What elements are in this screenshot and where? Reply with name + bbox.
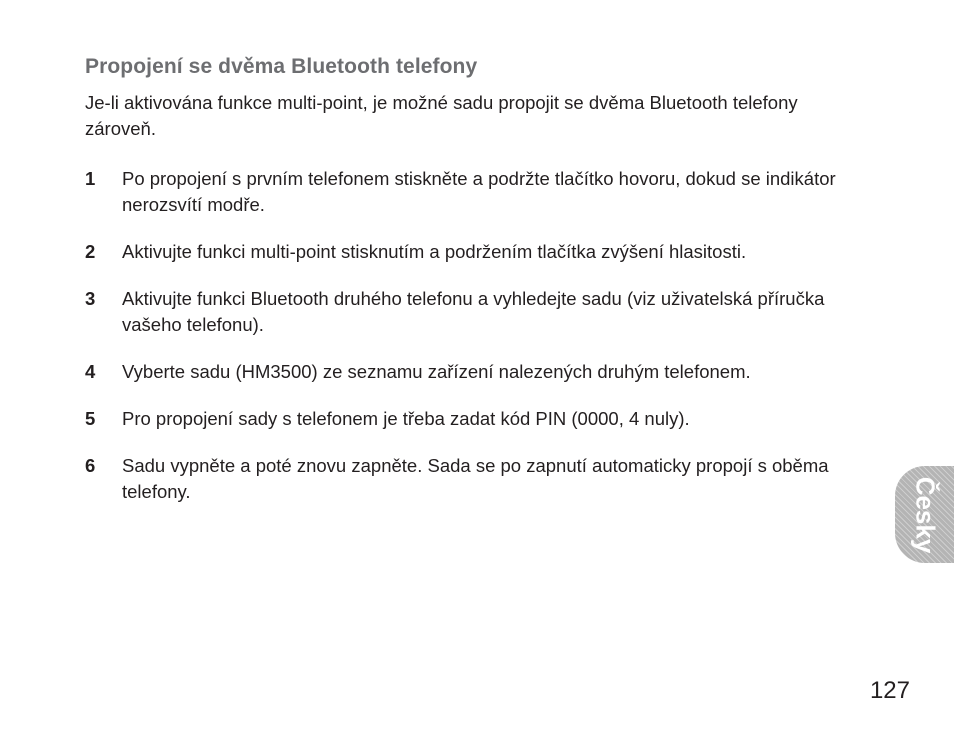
step-item xyxy=(85,453,865,505)
step-number: 2 xyxy=(85,241,96,262)
step-item xyxy=(85,166,865,218)
page-content xyxy=(85,54,865,526)
page-number: 127 xyxy=(869,677,910,704)
intro-paragraph: Je-li aktivována funkce multi-point, je možné sadu propojit se dvěma Bluetooth telefony zároveň. xyxy=(85,92,798,139)
step-text: Pro propojení sady s telefonem je třeba zadat kód PIN (0000, 4 nuly). xyxy=(122,408,690,429)
step-number: 3 xyxy=(85,288,96,309)
language-tab xyxy=(895,466,954,563)
step-number: 4 xyxy=(85,361,96,382)
step-text: Aktivujte funkci multi-point stisknutím a podržením tlačítka zvýšení hlasitosti. xyxy=(122,241,747,262)
steps-list xyxy=(85,166,865,505)
step-item xyxy=(85,239,865,265)
language-tab-label: Česky xyxy=(910,476,940,553)
step-item xyxy=(85,359,865,385)
step-number: 5 xyxy=(85,408,96,429)
section-title: Propojení se dvěma Bluetooth telefony xyxy=(85,55,478,78)
step-text: Vyberte sadu (HM3500) ze seznamu zařízení nalezených druhým telefonem. xyxy=(122,361,751,382)
step-text: Sadu vypněte a poté znovu zapněte. Sada se po zapnutí automaticky propojí s oběma telefony. xyxy=(122,455,829,502)
step-text: Po propojení s prvním telefonem stiskněte a podržte tlačítko hovoru, dokud se indikátor nerozsvítí modře. xyxy=(122,168,836,215)
step-number: 6 xyxy=(85,455,96,476)
step-number: 1 xyxy=(85,168,96,189)
step-item xyxy=(85,286,865,338)
step-text: Aktivujte funkci Bluetooth druhého telefonu a vyhledejte sadu (viz uživatelská příručka vašeho telefonu). xyxy=(122,288,825,335)
step-item xyxy=(85,406,865,432)
